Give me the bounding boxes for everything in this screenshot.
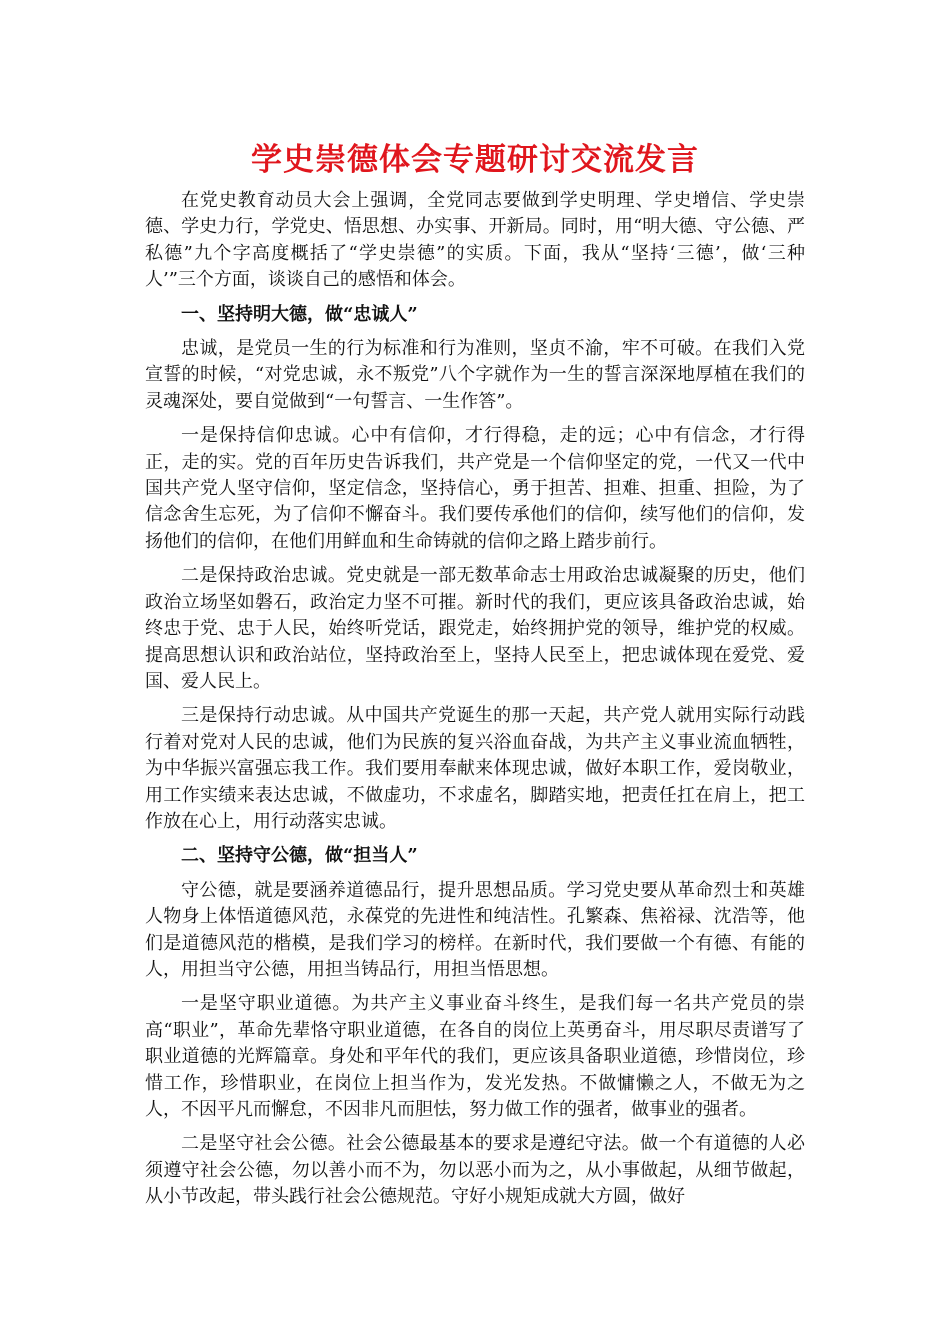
document-title: 学史崇德体会专题研讨交流发言 bbox=[251, 142, 699, 178]
paragraph-intro: 在党史教育动员大会上强调，全党同志要做到学史明理、学史增信、学史崇德、学史力行，学党史、悟思想、办实事、开新局。同时，用“明大德、守公德、严私德”九个字高度概括了“学史崇德”的实质。下面，我从“坚持‘三德’，做‘三种人’”三个方面，谈谈自己的感悟和体会。 bbox=[145, 190, 805, 291]
paragraph: 三是保持行动忠诚。从中国共产党诞生的那一天起，共产党人就用实际行动践行着对党对人民的忠诚，他们为民族的复兴浴血奋战，为共产主义事业流血牺牲，为中华振兴富强忘我工作。我们要用奉献来体现忠诚，做好本职工作，爱岗敬业，用工作实绩来表达忠诚，不做虚功，不求虚名，脚踏实地，把责任扛在肩上，把工作放在心上，用行动落实忠诚。 bbox=[145, 705, 805, 832]
section-heading-1: 一、坚持明大德，做“忠诚人” bbox=[181, 303, 418, 325]
paragraph: 二是坚守社会公德。社会公德最基本的要求是遵纪守法。做一个有道德的人必须遵守社会公德，勿以善小而不为，勿以恶小而为之，从小事做起，从细节做起，从小节改起，带头践行社会公德规范。守好小规矩成就大方圆，做好 bbox=[145, 1133, 805, 1208]
paragraph: 守公德，就是要涵养道德品行，提升思想品质。学习党史要从革命烈士和英雄人物身上体悟道德风范，永葆党的先进性和纯洁性。孔繁森、焦裕禄、沈浩等，他们是道德风范的楷模，是我们学习的榜样。在新时代，我们要做一个有德、有能的人，用担当守公德，用担当铸品行，用担当悟思想。 bbox=[145, 879, 805, 980]
document-body bbox=[145, 188, 805, 1219]
section-heading-2: 二、坚持守公德，做“担当人” bbox=[181, 845, 418, 867]
paragraph: 二是保持政治忠诚。党史就是一部无数革命志士用政治忠诚凝聚的历史，他们政治立场坚如磐石，政治定力坚不可摧。新时代的我们，更应该具备政治忠诚，始终忠于党、忠于人民，始终听党话，跟党走，始终拥护党的领导，维护党的权威。提高思想认识和政治站位，坚持政治至上，坚持人民至上，把忠诚体现在爱党、爱国、爱人民上。 bbox=[145, 565, 805, 692]
paragraph: 一是保持信仰忠诚。心中有信仰，才行得稳，走的远；心中有信念，才行得正，走的实。党的百年历史告诉我们，共产党是一个信仰坚定的党，一代又一代中国共产党人坚守信仰，坚定信念，坚持信心，勇于担苦、担难、担重、担险，为了信念舍生忘死，为了信仰不懈奋斗。我们要传承他们的信仰，续写他们的信仰，发扬他们的信仰，在他们用鲜血和生命铸就的信仰之路上踏步前行。 bbox=[145, 425, 805, 552]
paragraph: 忠诚，是党员一生的行为标准和行为准则，坚贞不渝，牢不可破。在我们入党宣誓的时候，“对党忠诚，永不叛党”八个字就作为一生的誓言深深地厚植在我们的灵魂深处，要自觉做到“一句誓言、一生作答”。 bbox=[145, 338, 805, 412]
paragraph: 一是坚守职业道德。为共产主义事业奋斗终生，是我们每一名共产党员的崇高“职业”，革命先辈恪守职业道德，在各自的岗位上英勇奋斗，用尽职尽责谱写了职业道德的光辉篇章。身处和平年代的我们，更应该具备职业道德，珍惜岗位，珍惜工作，珍惜职业，在岗位上担当作为，发光发热。不做慵懒之人，不做无为之人，不因平凡而懈怠，不因非凡而胆怯，努力做工作的强者，做事业的强者。 bbox=[145, 993, 805, 1120]
